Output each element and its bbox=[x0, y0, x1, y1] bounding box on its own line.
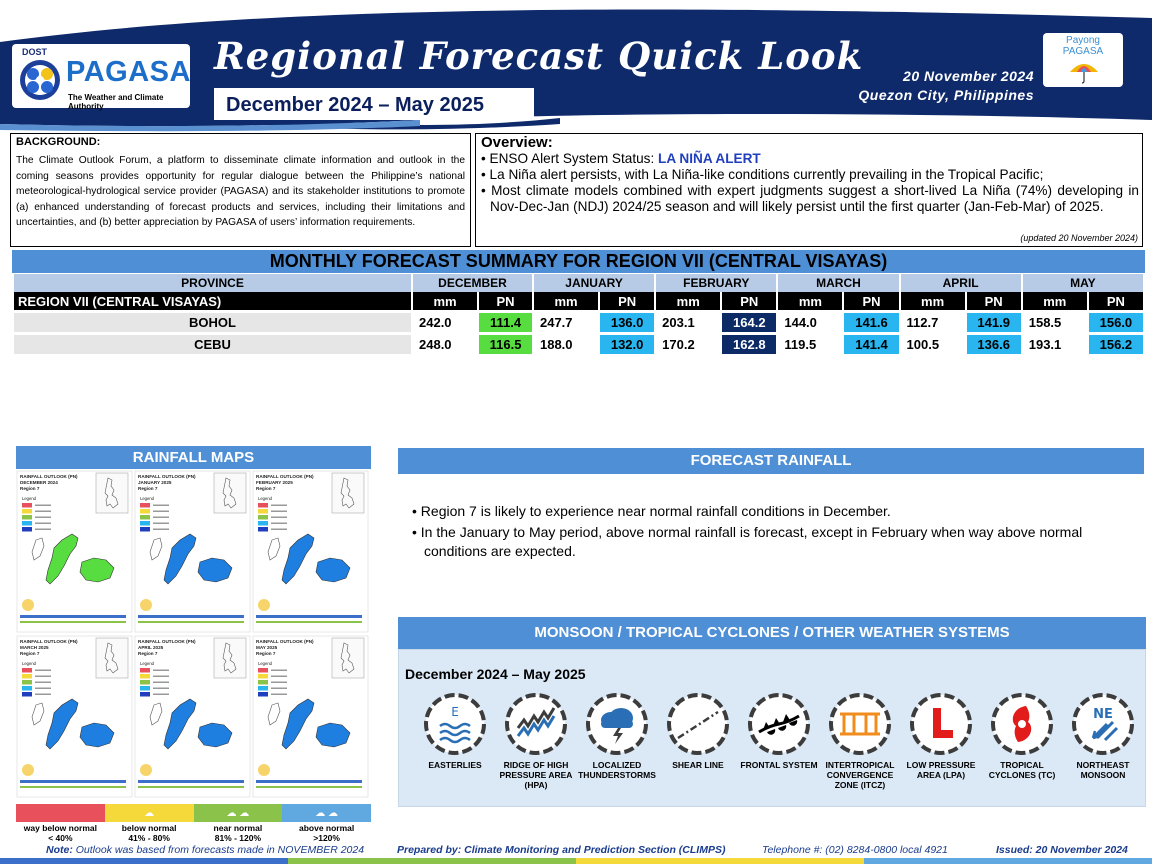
table-row bbox=[14, 313, 1143, 332]
overview-text-2: La Niña alert persists, with La Niña-like conditions currently prevailing in the Tropical Pacific; bbox=[489, 167, 1044, 182]
legend-swatch: ☁ ☁ bbox=[282, 804, 371, 822]
rainfall-map bbox=[253, 636, 368, 797]
month-header: DECEMBER bbox=[413, 274, 532, 292]
system-label: LOCALIZED THUNDERSTORMS bbox=[578, 760, 656, 780]
pn-value: 162.8 bbox=[722, 335, 776, 354]
pn-header: PN bbox=[844, 292, 898, 310]
rainfall-map bbox=[17, 471, 132, 632]
pn-value: 141.9 bbox=[967, 313, 1021, 332]
weather-systems-period: December 2024 – May 2025 bbox=[405, 666, 586, 682]
rainfall-map bbox=[17, 636, 132, 797]
mm-value: 144.0 bbox=[778, 313, 842, 332]
system-lpa bbox=[901, 692, 981, 780]
payong-pagasa-logo bbox=[1043, 33, 1123, 87]
footer-color-strip bbox=[0, 858, 1152, 864]
map-title: RAINFALL OUTLOOK (PN) bbox=[138, 474, 196, 479]
forecast-period: December 2024 – May 2025 bbox=[226, 94, 484, 116]
rainfall-maps-grid bbox=[16, 470, 371, 800]
mm-header: mm bbox=[901, 292, 965, 310]
mm-value: 112.7 bbox=[901, 313, 965, 332]
rainfall-maps-title: RAINFALL MAPS bbox=[16, 446, 371, 469]
unit-header-row bbox=[14, 292, 1143, 310]
map-title: RAINFALL OUTLOOK (PN) bbox=[256, 639, 314, 644]
forecast-rainfall-list bbox=[408, 502, 1138, 563]
province-name: BOHOL bbox=[14, 313, 411, 332]
system-label: INTERTROPICAL CONVERGENCE ZONE (ITCZ) bbox=[825, 760, 895, 790]
svg-text:Legend: Legend bbox=[22, 496, 36, 501]
rainfall-map bbox=[135, 471, 250, 632]
legend-label: below normal 41% - 80% bbox=[121, 823, 177, 843]
overview-text-3: Most climate models combined with expert judgments suggest a short-lived La Niña (74%) developing in Nov-Dec-Jan (NDJ) 2024/25 season and will likely persist until the first quarter (Jan-Feb-Mar) of 2025. bbox=[490, 183, 1139, 214]
overview-updated: (updated 20 November 2024) bbox=[1020, 233, 1138, 243]
map-title: Region 7 bbox=[256, 486, 276, 491]
legend-label: way below normal < 40% bbox=[23, 823, 97, 843]
rainfall-map bbox=[253, 471, 368, 632]
map-title: Region 7 bbox=[256, 651, 276, 656]
month-header: MAY bbox=[1023, 274, 1143, 292]
footer-note-text: Outlook was based from forecasts made in NOVEMBER 2024 bbox=[72, 844, 365, 856]
forecast-text: In the January to May period, above normal rainfall is forecast, except in February when way above normal conditions are expected. bbox=[420, 524, 1083, 559]
mm-header: mm bbox=[778, 292, 842, 310]
mm-value: 247.7 bbox=[534, 313, 598, 332]
weather-systems-title: MONSOON / TROPICAL CYCLONES / OTHER WEATHER SYSTEMS bbox=[398, 617, 1146, 649]
svg-text:Legend: Legend bbox=[22, 661, 36, 666]
system-label: RIDGE OF HIGH PRESSURE AREA (HPA) bbox=[499, 760, 573, 790]
agency-tagline: The Weather and Climate Authority bbox=[68, 93, 164, 111]
pagasa-seal-icon bbox=[18, 58, 62, 102]
footer-issued: Issued: 20 November 2024 bbox=[996, 844, 1128, 856]
system-frontal bbox=[739, 692, 819, 770]
pagasa-logo bbox=[12, 44, 191, 111]
pn-value: 141.6 bbox=[844, 313, 898, 332]
month-header: JANUARY bbox=[534, 274, 654, 292]
mm-value: 170.2 bbox=[656, 335, 720, 354]
province-name: CEBU bbox=[14, 335, 411, 354]
forecast-rainfall-title: FORECAST RAINFALL bbox=[398, 448, 1144, 474]
system-label: LOW PRESSURE AREA (LPA) bbox=[906, 760, 976, 780]
pn-header: PN bbox=[600, 292, 654, 310]
pn-value: 116.5 bbox=[479, 335, 532, 354]
system-thunderstorms bbox=[577, 692, 657, 780]
map-title: APRIL 2025 bbox=[138, 645, 164, 650]
mm-header: mm bbox=[1023, 292, 1087, 310]
table-row bbox=[14, 335, 1143, 354]
pn-value: 156.0 bbox=[1089, 313, 1143, 332]
itcz-icon bbox=[828, 692, 892, 756]
map-title: RAINFALL OUTLOOK (PN) bbox=[256, 474, 314, 479]
overview-item-models: • Most climate models combined with expert judgments suggest a short-lived La Niña (74%) developing in Nov-Dec-Jan (NDJ) 2024/25 season and will likely persist until the first quarter (Jan-Feb-Mar) of 2025. bbox=[481, 183, 1139, 214]
footer-prepared: Prepared by: Climate Monitoring and Prediction Section (CLIMPS) bbox=[397, 844, 726, 856]
mm-value: 193.1 bbox=[1023, 335, 1087, 354]
umbrella-icon bbox=[1069, 60, 1099, 84]
pn-value: 111.4 bbox=[479, 313, 532, 332]
map-title: Region 7 bbox=[138, 651, 158, 656]
page-title: Regional Forecast Quick Look bbox=[214, 34, 864, 78]
legend-label: near normal 81% - 120% bbox=[213, 823, 263, 843]
mm-value: 119.5 bbox=[778, 335, 842, 354]
system-shear-line bbox=[658, 692, 738, 770]
page-header bbox=[0, 0, 1152, 132]
rainfall-legend-bar bbox=[16, 804, 371, 822]
issue-place: Quezon City, Philippines bbox=[858, 87, 1034, 103]
pn-value: 156.2 bbox=[1089, 335, 1143, 354]
map-title: MARCH 2025 bbox=[20, 645, 49, 650]
northeast-monsoon-icon bbox=[1071, 692, 1135, 756]
forecast-text: Region 7 is likely to experience near normal rainfall conditions in December. bbox=[420, 503, 891, 519]
month-header: APRIL bbox=[901, 274, 1021, 292]
easterlies-icon bbox=[423, 692, 487, 756]
legend-swatch bbox=[16, 804, 105, 822]
system-itcz bbox=[820, 692, 900, 790]
mm-value: 100.5 bbox=[901, 335, 965, 354]
mm-value: 242.0 bbox=[413, 313, 477, 332]
map-title: RAINFALL OUTLOOK (PN) bbox=[20, 474, 78, 479]
system-easterlies bbox=[415, 692, 495, 770]
map-title: FEBRUARY 2025 bbox=[256, 480, 293, 485]
mm-header: mm bbox=[413, 292, 477, 310]
enso-label: ENSO Alert System Status: bbox=[489, 151, 659, 166]
enso-status: LA NIÑA ALERT bbox=[658, 151, 761, 166]
map-title: RAINFALL OUTLOOK (PN) bbox=[138, 639, 196, 644]
lpa-icon bbox=[909, 692, 973, 756]
frontal-system-icon bbox=[747, 692, 811, 756]
system-northeast-monsoon bbox=[1063, 692, 1143, 780]
overview-item-enso: • ENSO Alert System Status: LA NIÑA ALERT bbox=[481, 151, 761, 166]
pn-value: 132.0 bbox=[600, 335, 654, 354]
ridge-icon bbox=[504, 692, 568, 756]
overview-title: Overview: bbox=[481, 134, 553, 151]
rainfall-map bbox=[135, 636, 250, 797]
background-title: BACKGROUND: bbox=[16, 136, 101, 148]
system-tropical-cyclone bbox=[982, 692, 1062, 780]
map-title: RAINFALL OUTLOOK (PN) bbox=[20, 639, 78, 644]
system-ridge-hpa bbox=[496, 692, 576, 790]
pn-value: 136.6 bbox=[967, 335, 1021, 354]
pn-value: 141.4 bbox=[844, 335, 898, 354]
forecast-table bbox=[12, 274, 1145, 354]
dost-label: DOST bbox=[22, 47, 48, 57]
system-label: NORTHEAST MONSOON bbox=[1076, 760, 1130, 780]
map-title: DECEMBER 2024 bbox=[20, 480, 58, 485]
svg-text:NE: NE bbox=[1093, 707, 1113, 722]
map-title: Region 7 bbox=[20, 651, 40, 656]
map-title: Region 7 bbox=[20, 486, 40, 491]
footer-telephone: Telephone #: (02) 8284-0800 local 4921 bbox=[762, 844, 948, 856]
legend-swatch: ☁ ☁ bbox=[194, 804, 283, 822]
svg-text:Legend: Legend bbox=[258, 496, 272, 501]
pn-header: PN bbox=[479, 292, 532, 310]
system-label: FRONTAL SYSTEM bbox=[740, 760, 818, 770]
system-label: SHEAR LINE bbox=[672, 760, 724, 770]
background-text: The Climate Outlook Forum, a platform to disseminate climate information and outlook in the coming seasons provides opportunity for regular dialogue between the Philippine’s national meteorological-hydrological service provider (PAGASA) and its stakeholder institutions to promote (a) enhanced understanding of forecast products and services, including their limitations and uncertainties, and (b) better appreciation by PAGASA of users’ information requirements. bbox=[16, 155, 465, 228]
pn-header: PN bbox=[1089, 292, 1143, 310]
list-item: • Region 7 is likely to experience near normal rainfall conditions in December. bbox=[412, 503, 891, 519]
list-item: • In the January to May period, above normal rainfall is forecast, except in February when way above normal conditions are expected. bbox=[412, 524, 1083, 559]
mm-header: mm bbox=[656, 292, 720, 310]
map-title: MAY 2025 bbox=[256, 645, 278, 650]
legend-label: above normal >120% bbox=[298, 823, 355, 843]
map-title: Region 7 bbox=[138, 486, 158, 491]
pn-header: PN bbox=[722, 292, 776, 310]
month-header: MARCH bbox=[778, 274, 898, 292]
svg-text:Legend: Legend bbox=[140, 496, 154, 501]
region-label: REGION VII (CENTRAL VISAYAS) bbox=[14, 292, 411, 310]
mm-value: 188.0 bbox=[534, 335, 598, 354]
month-header: FEBRUARY bbox=[656, 274, 776, 292]
footer-note-label: Note: bbox=[46, 844, 73, 856]
pn-value: 136.0 bbox=[600, 313, 654, 332]
svg-text:E: E bbox=[451, 705, 459, 719]
thunderstorm-icon bbox=[585, 692, 649, 756]
pn-header: PN bbox=[967, 292, 1021, 310]
shear-line-icon bbox=[666, 692, 730, 756]
map-title: JANUARY 2025 bbox=[138, 480, 172, 485]
background-panel bbox=[10, 133, 471, 247]
pn-value: 164.2 bbox=[722, 313, 776, 332]
mm-header: mm bbox=[534, 292, 598, 310]
footer-note bbox=[46, 844, 364, 856]
tropical-cyclone-icon bbox=[990, 692, 1054, 756]
payong-label: Payong PAGASA bbox=[1062, 35, 1104, 57]
mm-value: 248.0 bbox=[413, 335, 477, 354]
table-title: MONTHLY FORECAST SUMMARY FOR REGION VII (CENTRAL VISAYAS) bbox=[12, 250, 1145, 273]
overview-panel bbox=[475, 133, 1143, 247]
page-footer bbox=[0, 842, 1152, 858]
legend-swatch: ☁ bbox=[105, 804, 194, 822]
overview-item-persist: • La Niña alert persists, with La Niña-like conditions currently prevailing in the Tropical Pacific; bbox=[481, 167, 1044, 182]
issue-date: 20 November 2024 bbox=[903, 68, 1034, 84]
mm-value: 203.1 bbox=[656, 313, 720, 332]
month-header-row bbox=[14, 274, 1143, 292]
agency-name: PAGASA bbox=[66, 56, 191, 88]
svg-text:Legend: Legend bbox=[140, 661, 154, 666]
mm-value: 158.5 bbox=[1023, 313, 1087, 332]
system-label: TROPICAL CYCLONES (TC) bbox=[988, 760, 1056, 780]
system-label: EASTERLIES bbox=[428, 760, 482, 770]
weather-systems-panel bbox=[398, 649, 1146, 807]
svg-text:Legend: Legend bbox=[258, 661, 272, 666]
rainfall-legend-labels bbox=[16, 823, 371, 843]
province-header: PROVINCE bbox=[14, 274, 411, 292]
